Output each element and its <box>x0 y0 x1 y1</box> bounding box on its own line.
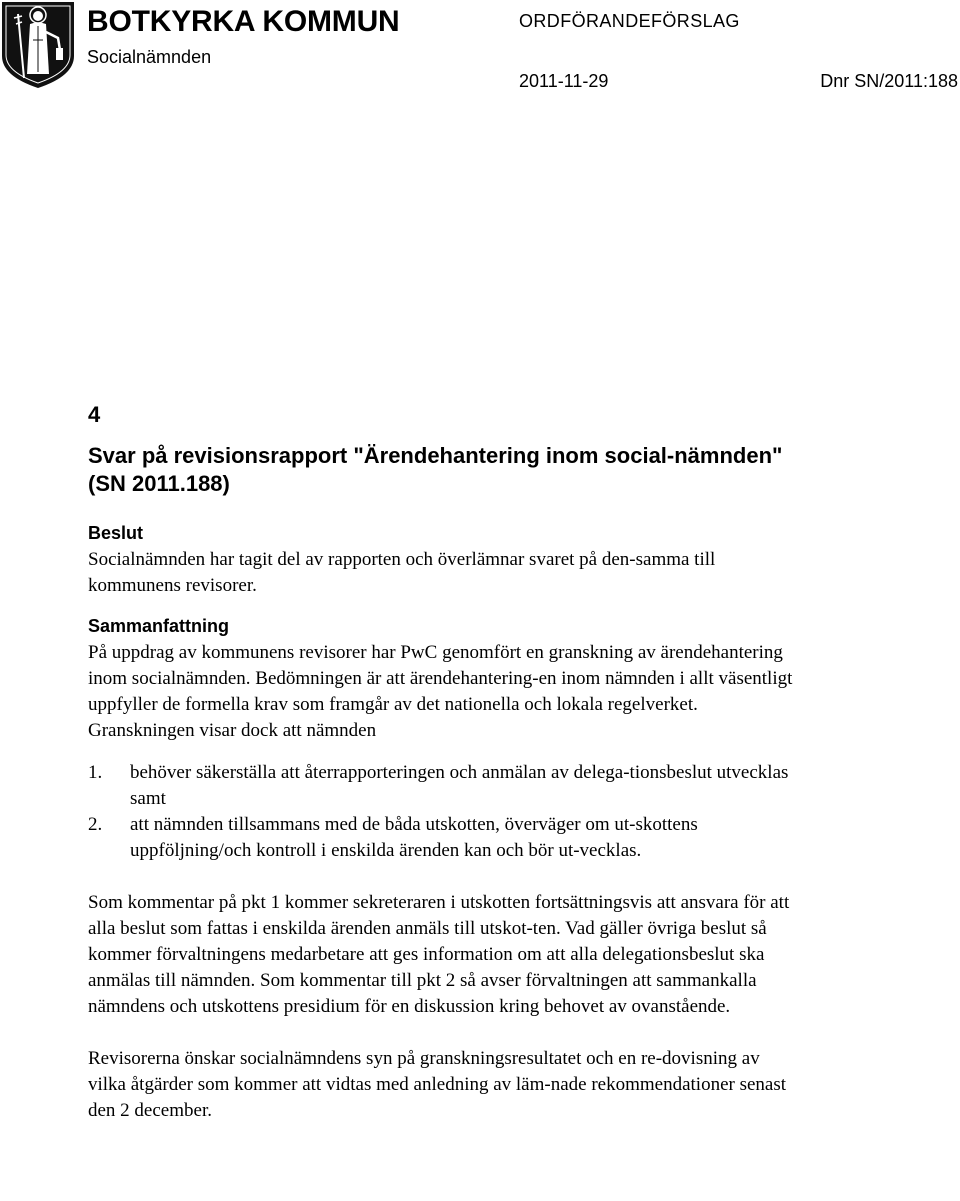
document-dnr: Dnr SN/2011:188 <box>820 71 958 91</box>
beslut-heading: Beslut <box>88 523 144 543</box>
list-item-text: behöver säkerställa att återrapporteringen och anmälan av delega-tionsbeslut utvecklas samt <box>130 762 789 809</box>
document-body <box>88 400 800 1124</box>
item-number: 4 <box>88 402 101 427</box>
revisorerna-text: Revisorerna önskar socialnämndens syn på granskningsresultatet och en re-dovisning av vilka åtgärder som kommer att vidtas med anledning av läm-nade rekommendationer senast den 2 december. <box>88 1048 787 1121</box>
list-item-number: 1. <box>88 762 103 783</box>
beslut-text: Socialnämnden har tagit del av rapporten och överlämnar svaret på den-samma till kommunens revisorer. <box>88 549 716 596</box>
sammanfattning-heading: Sammanfattning <box>88 616 230 636</box>
list-item <box>88 812 800 864</box>
list-item <box>88 760 800 812</box>
organization-name: BOTKYRKA KOMMUN <box>87 5 400 38</box>
list-item-number: 2. <box>88 814 103 835</box>
list-item-text: att nämnden tillsammans med de båda utskotten, överväger om ut-skottens uppföljning/och kontroll i enskilda ärenden kan och bör ut-vecklas. <box>130 814 698 861</box>
department-name: Socialnämnden <box>87 47 212 67</box>
document-type: ORDFÖRANDEFÖRSLAG <box>519 11 740 31</box>
sammanfattning-text: På uppdrag av kommunens revisorer har PwC genomfört en granskning av ärendehantering inom socialnämnden. Bedömningen är att ärendehantering-en inom nämnden i allt väsentligt uppfyller de formella krav som framgår av det nationella och lokala regelverket. Granskningen visar dock att nämnden <box>88 642 793 741</box>
document-date: 2011-11-29 <box>519 71 609 91</box>
findings-list <box>88 760 800 864</box>
page-title: Svar på revisionsrapport "Ärendehantering inom social-nämnden" (SN 2011.188) <box>88 443 783 496</box>
municipal-coat-of-arms-icon <box>0 0 76 90</box>
kommentar-text: Som kommentar på pkt 1 kommer sekreteraren i utskotten fortsättningsvis att ansvara för att alla beslut som fattas i enskilda ärenden anmäls till utskot-ten. Vad gäller övriga beslut så kommer förvaltningens medarbetare att ges information om att alla delegationsbeslut ska anmälas till nämnden. Som kommentar till pkt 2 så avser förvaltningen att sammankalla nämndens och utskottens presidium för en diskussion kring behovet av ovanstående. <box>88 892 790 1017</box>
